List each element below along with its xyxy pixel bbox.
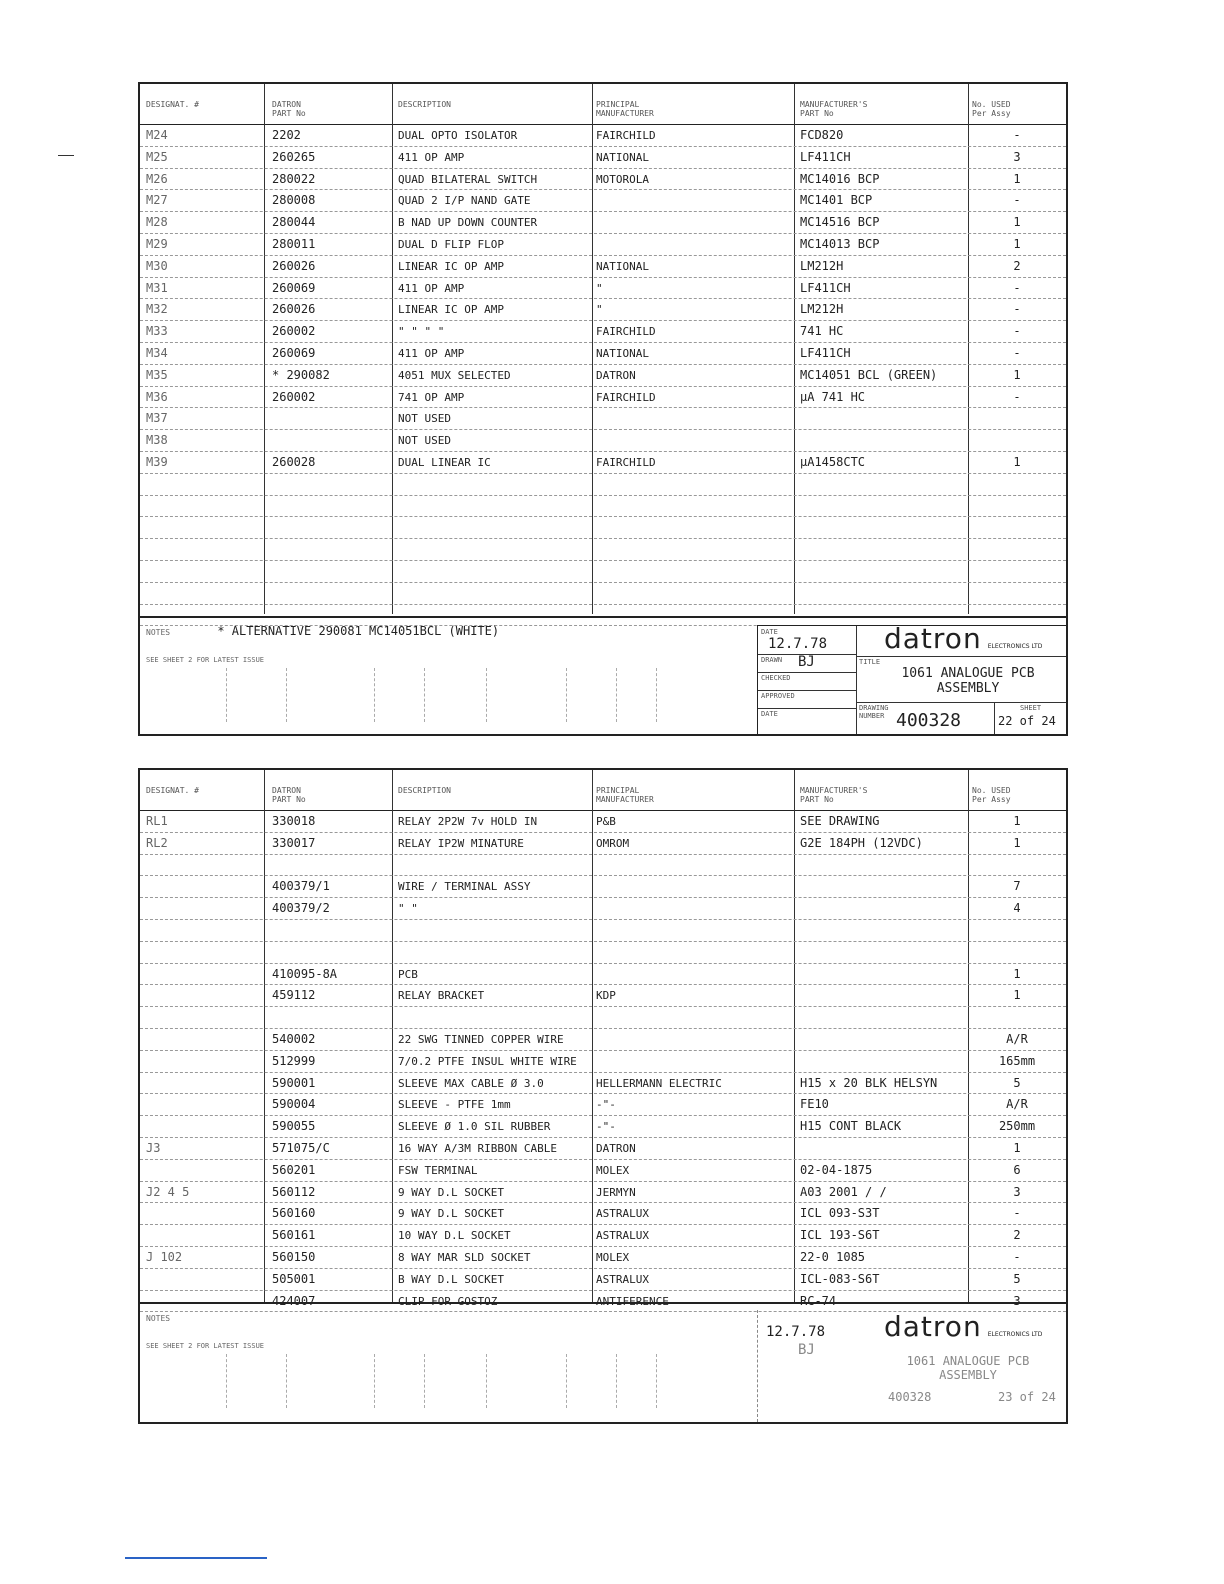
cell-description: NOT USED bbox=[398, 412, 451, 426]
cell-description: QUAD BILATERAL SWITCH bbox=[398, 172, 538, 186]
cell-manufacturer: HELLERMANN ELECTRIC bbox=[596, 1076, 722, 1090]
cell-mfr-part-number: SEE DRAWING bbox=[800, 814, 880, 828]
cell-designation: M30 bbox=[146, 258, 168, 273]
cell-manufacturer: FAIRCHILD bbox=[596, 325, 656, 339]
cell-quantity: 7 bbox=[1013, 879, 1021, 894]
cell-designation: J3 bbox=[146, 1140, 161, 1155]
cell-mfr-part-number: µA 741 HC bbox=[800, 389, 866, 404]
cell-description: RELAY IP2W MINATURE bbox=[398, 836, 524, 850]
cell-part-number: * 290082 bbox=[272, 367, 330, 382]
cell-quantity: 1 bbox=[1013, 1140, 1021, 1155]
cell-description: B NAD UP DOWN COUNTER bbox=[398, 216, 538, 230]
cell-mfr-part-number: G2E 184PH (12VDC) bbox=[800, 835, 923, 850]
col-description-header: DESCRIPTION bbox=[398, 786, 451, 795]
cell-mfr-part-number: ICL-083-S6T bbox=[800, 1271, 880, 1286]
cell-manufacturer: FAIRCHILD bbox=[596, 390, 656, 404]
cell-designation: M31 bbox=[146, 280, 168, 295]
cell-designation: M34 bbox=[146, 345, 168, 360]
cell-part-number: 260265 bbox=[272, 149, 316, 164]
cell-quantity: 1 bbox=[1013, 814, 1021, 828]
table-row bbox=[140, 517, 1066, 539]
table-row bbox=[140, 1029, 1066, 1051]
cell-mfr-part-number: LM212H bbox=[800, 302, 844, 317]
cell-description: " " bbox=[398, 902, 418, 916]
cell-mfr-part-number: RC-74 bbox=[800, 1293, 837, 1308]
cell-part-number: 330017 bbox=[272, 835, 316, 850]
cell-designation: M38 bbox=[146, 433, 168, 448]
cell-description: LINEAR IC OP AMP bbox=[398, 259, 504, 273]
cell-mfr-part-number: MC14016 BCP bbox=[800, 171, 880, 186]
cell-designation: M33 bbox=[146, 324, 168, 339]
table-row bbox=[140, 898, 1066, 920]
cell-mfr-part-number: MC1401 BCP bbox=[800, 193, 873, 208]
revision-grid bbox=[146, 668, 746, 722]
cell-quantity: 6 bbox=[1013, 1162, 1021, 1177]
cell-designation: M32 bbox=[146, 302, 168, 317]
table-row bbox=[140, 387, 1066, 409]
cell-part-number: 260028 bbox=[272, 454, 316, 469]
cell-quantity: 2 bbox=[1013, 258, 1021, 273]
cell-quantity: - bbox=[1013, 389, 1021, 404]
cell-part-number: 560112 bbox=[272, 1184, 316, 1199]
notes bbox=[146, 1310, 210, 1324]
cell-description: QUAD 2 I/P NAND GATE bbox=[398, 194, 531, 208]
cell-quantity: - bbox=[1013, 302, 1021, 317]
cell-description: 9 WAY D.L SOCKET bbox=[398, 1185, 504, 1199]
cell-manufacturer: OMROM bbox=[596, 836, 630, 850]
cell-quantity: 5 bbox=[1013, 1075, 1021, 1090]
cell-mfr-part-number: MC14051 BCL (GREEN) bbox=[800, 367, 938, 382]
drawing-number: 400328 bbox=[896, 710, 962, 731]
table-row bbox=[140, 964, 1066, 986]
cell-quantity: - bbox=[1013, 280, 1021, 295]
datron-logo bbox=[884, 1310, 1042, 1343]
col-mfr-part-header: MANUFACTURER'S PART No bbox=[800, 786, 868, 804]
table-row bbox=[140, 452, 1066, 474]
cell-description: 9 WAY D.L SOCKET bbox=[398, 1207, 504, 1221]
cell-description: DUAL OPTO ISOLATOR bbox=[398, 129, 518, 142]
cell-description: DUAL LINEAR IC bbox=[398, 455, 491, 469]
table-row bbox=[140, 1225, 1066, 1247]
cell-quantity: - bbox=[1013, 193, 1021, 208]
cell-description: SLEEVE MAX CABLE Ø 3.0 bbox=[398, 1076, 544, 1090]
cell-manufacturer: ASTRALUX bbox=[596, 1229, 649, 1243]
cell-designation: J 102 bbox=[146, 1249, 183, 1264]
cell-designation: M26 bbox=[146, 171, 168, 186]
date-label: DATE bbox=[761, 628, 778, 636]
cell-description: 8 WAY MAR SLD SOCKET bbox=[398, 1250, 531, 1264]
cell-quantity: 1 bbox=[1013, 988, 1021, 1003]
cell-manufacturer: -"- bbox=[596, 1098, 616, 1112]
table-row bbox=[140, 1094, 1066, 1116]
col-qty-header: No. USED Per Assy bbox=[972, 100, 1011, 118]
cell-quantity: 4 bbox=[1013, 901, 1021, 916]
table-row bbox=[140, 1051, 1066, 1073]
cell-quantity: - bbox=[1013, 345, 1021, 360]
cell-quantity: 2 bbox=[1013, 1228, 1021, 1243]
table-row bbox=[140, 430, 1066, 452]
table-row bbox=[140, 408, 1066, 430]
cell-quantity: - bbox=[1013, 128, 1021, 142]
cell-part-number: 260002 bbox=[272, 324, 316, 339]
col-manufacturer-header: PRINCIPAL MANUFACTURER bbox=[596, 100, 654, 118]
cell-mfr-part-number: A03 2001 / / bbox=[800, 1184, 887, 1199]
table-row bbox=[140, 299, 1066, 321]
cell-manufacturer: " bbox=[596, 281, 603, 295]
cell-part-number: 590055 bbox=[272, 1119, 316, 1134]
cell-quantity: 1 bbox=[1013, 171, 1021, 186]
cell-part-number: 590001 bbox=[272, 1075, 316, 1090]
table-row bbox=[140, 920, 1066, 942]
table-row bbox=[140, 125, 1066, 147]
cell-mfr-part-number: FE10 bbox=[800, 1097, 829, 1112]
cell-description: PCB bbox=[398, 967, 418, 981]
cell-part-number: 280008 bbox=[272, 193, 316, 208]
cell-part-number: 2202 bbox=[272, 128, 301, 142]
table-row bbox=[140, 496, 1066, 518]
cell-part-number: 590004 bbox=[272, 1097, 316, 1112]
logo-text: datron bbox=[884, 1310, 982, 1343]
logo-subtext: ELECTRONICS LTD bbox=[987, 1331, 1043, 1338]
cell-description: 7/0.2 PTFE INSUL WHITE WIRE bbox=[398, 1054, 577, 1068]
cell-description: 741 OP AMP bbox=[398, 390, 465, 404]
col-part-no-header: DATRON PART No bbox=[272, 786, 306, 804]
cell-designation: M25 bbox=[146, 149, 168, 164]
cell-designation: RL2 bbox=[146, 835, 168, 850]
cell-description: 16 WAY A/3M RIBBON CABLE bbox=[398, 1141, 557, 1155]
cell-designation: J2 4 5 bbox=[146, 1184, 190, 1199]
cell-quantity: - bbox=[1013, 1206, 1021, 1221]
cell-quantity: - bbox=[1013, 1249, 1021, 1264]
alternative-note: * ALTERNATIVE 290081 MC14051BCL (WHITE) bbox=[217, 624, 500, 638]
cell-designation: M37 bbox=[146, 411, 168, 426]
cell-part-number: 260002 bbox=[272, 389, 316, 404]
date2-label: DATE bbox=[761, 710, 778, 718]
cell-part-number: 424007 bbox=[272, 1293, 316, 1308]
table-row bbox=[140, 1247, 1066, 1269]
cell-part-number: 410095-8A bbox=[272, 966, 338, 981]
cell-description: LINEAR IC OP AMP bbox=[398, 303, 504, 317]
cell-manufacturer: NATIONAL bbox=[596, 259, 649, 273]
cell-mfr-part-number: MC14013 BCP bbox=[800, 236, 880, 251]
cell-mfr-part-number: H15 x 20 BLK HELSYN bbox=[800, 1075, 938, 1090]
drawn-by: BJ bbox=[798, 654, 815, 670]
cell-designation: M35 bbox=[146, 367, 168, 382]
title-block bbox=[757, 622, 1066, 734]
cell-part-number: 260069 bbox=[272, 280, 316, 295]
cell-description: DUAL D FLIP FLOP bbox=[398, 237, 504, 251]
drawing-title: 1061 ANALOGUE PCB ASSEMBLY bbox=[906, 1354, 1030, 1382]
parts-list-sheet-23 bbox=[138, 768, 1068, 1424]
table-row bbox=[140, 985, 1066, 1007]
cell-mfr-part-number: LF411CH bbox=[800, 280, 851, 295]
cell-manufacturer: DATRON bbox=[596, 1141, 636, 1155]
cell-part-number: 571075/C bbox=[272, 1140, 330, 1155]
cell-mfr-part-number: ICL 093-S3T bbox=[800, 1206, 880, 1221]
cell-description: B WAY D.L SOCKET bbox=[398, 1272, 504, 1286]
cell-quantity: 3 bbox=[1013, 149, 1021, 164]
page-underline bbox=[125, 1557, 267, 1559]
cell-part-number: 560160 bbox=[272, 1206, 316, 1221]
cell-mfr-part-number: LM212H bbox=[800, 258, 844, 273]
cell-mfr-part-number: FCD820 bbox=[800, 128, 844, 142]
cell-description: 411 OP AMP bbox=[398, 346, 465, 360]
cell-mfr-part-number: µA1458CTC bbox=[800, 454, 866, 469]
cell-manufacturer: -"- bbox=[596, 1120, 616, 1134]
cell-part-number: 280022 bbox=[272, 171, 316, 186]
cell-manufacturer: FAIRCHILD bbox=[596, 129, 656, 142]
drawing-number-label: DRAWING NUMBER bbox=[859, 704, 889, 720]
cell-manufacturer: MOTOROLA bbox=[596, 172, 649, 186]
col-part-no-header: DATRON PART No bbox=[272, 100, 306, 118]
table-row bbox=[140, 321, 1066, 343]
cell-description: WIRE / TERMINAL ASSY bbox=[398, 880, 531, 894]
cell-description: RELAY BRACKET bbox=[398, 989, 485, 1003]
cell-manufacturer: FAIRCHILD bbox=[596, 455, 656, 469]
table-row bbox=[140, 855, 1066, 877]
cell-description: FSW TERMINAL bbox=[398, 1163, 478, 1177]
col-designation-header: DESIGNAT. # bbox=[146, 100, 199, 109]
cell-quantity: 5 bbox=[1013, 1271, 1021, 1286]
cell-part-number: 540002 bbox=[272, 1031, 316, 1046]
table-row bbox=[140, 278, 1066, 300]
cell-part-number: 280044 bbox=[272, 215, 316, 230]
sheet-number: 22 of 24 bbox=[998, 714, 1056, 728]
cell-part-number: 280011 bbox=[272, 236, 316, 251]
table-header bbox=[140, 84, 1066, 125]
table-row bbox=[140, 474, 1066, 496]
title-block bbox=[757, 1310, 1066, 1422]
sheet-number: 23 of 24 bbox=[998, 1390, 1056, 1404]
table-row bbox=[140, 811, 1066, 833]
margin-mark bbox=[58, 155, 74, 156]
revision-grid bbox=[146, 1354, 746, 1408]
cell-designation: RL1 bbox=[146, 814, 168, 828]
cell-mfr-part-number: LF411CH bbox=[800, 345, 851, 360]
cell-manufacturer: MOLEX bbox=[596, 1163, 630, 1177]
cell-quantity: A/R bbox=[1006, 1097, 1028, 1112]
cell-description: 10 WAY D.L SOCKET bbox=[398, 1229, 511, 1243]
table-row bbox=[140, 942, 1066, 964]
cell-manufacturer: ANTIFERENCE bbox=[596, 1294, 669, 1308]
datron-logo bbox=[884, 622, 1042, 655]
notes-label: NOTES bbox=[146, 628, 171, 637]
cell-quantity: 1 bbox=[1013, 835, 1021, 850]
sheet-footer bbox=[140, 1302, 1066, 1422]
col-manufacturer-header: PRINCIPAL MANUFACTURER bbox=[596, 786, 654, 804]
cell-designation: M29 bbox=[146, 236, 168, 251]
cell-designation: M28 bbox=[146, 215, 168, 230]
cell-description: 411 OP AMP bbox=[398, 281, 465, 295]
cell-mfr-part-number: H15 CONT BLACK bbox=[800, 1119, 902, 1134]
cell-part-number: 512999 bbox=[272, 1053, 316, 1068]
cell-manufacturer: ASTRALUX bbox=[596, 1207, 649, 1221]
table-row bbox=[140, 190, 1066, 212]
approved-label: APPROVED bbox=[761, 692, 795, 700]
cell-part-number: 505001 bbox=[272, 1271, 316, 1286]
cell-manufacturer: NATIONAL bbox=[596, 346, 649, 360]
table-row bbox=[140, 561, 1066, 583]
parts-list-sheet-22 bbox=[138, 82, 1068, 736]
drawing-number: 400328 bbox=[888, 1390, 932, 1404]
cell-description: " " " " bbox=[398, 325, 445, 339]
cell-part-number: 459112 bbox=[272, 988, 316, 1003]
table-row bbox=[140, 343, 1066, 365]
cell-part-number: 560161 bbox=[272, 1228, 316, 1243]
table-row bbox=[140, 1182, 1066, 1204]
table-row bbox=[140, 1160, 1066, 1182]
see-sheet-note: SEE SHEET 2 FOR LATEST ISSUE bbox=[146, 656, 265, 664]
drawn-label: DRAWN bbox=[761, 656, 783, 664]
table-row bbox=[140, 876, 1066, 898]
table-header bbox=[140, 770, 1066, 811]
table-row bbox=[140, 539, 1066, 561]
table-row bbox=[140, 1138, 1066, 1160]
table-row bbox=[140, 256, 1066, 278]
table-row bbox=[140, 1203, 1066, 1225]
table-row bbox=[140, 234, 1066, 256]
logo-text: datron bbox=[884, 622, 982, 655]
cell-description: 4051 MUX SELECTED bbox=[398, 368, 511, 382]
logo-subtext: ELECTRONICS LTD bbox=[987, 643, 1043, 650]
table-row bbox=[140, 169, 1066, 191]
cell-quantity: 1 bbox=[1013, 236, 1021, 251]
table-row bbox=[140, 1116, 1066, 1138]
cell-description: SLEEVE Ø 1.0 SIL RUBBER bbox=[398, 1120, 551, 1134]
table-row bbox=[140, 147, 1066, 169]
table-row bbox=[140, 833, 1066, 855]
cell-manufacturer: ASTRALUX bbox=[596, 1272, 649, 1286]
table-row bbox=[140, 1007, 1066, 1029]
cell-mfr-part-number: ICL 193-S6T bbox=[800, 1228, 880, 1243]
cell-designation: M27 bbox=[146, 193, 168, 208]
cell-manufacturer: KDP bbox=[596, 989, 616, 1003]
table-row bbox=[140, 583, 1066, 605]
cell-manufacturer: JERMYN bbox=[596, 1185, 636, 1199]
col-designation-header: DESIGNAT. # bbox=[146, 786, 199, 795]
cell-part-number: 400379/1 bbox=[272, 879, 330, 894]
cell-part-number: 330018 bbox=[272, 814, 316, 828]
cell-part-number: 260026 bbox=[272, 258, 316, 273]
drawing-date: 12.7.78 bbox=[768, 636, 828, 652]
cell-manufacturer: MOLEX bbox=[596, 1250, 630, 1264]
cell-mfr-part-number: LF411CH bbox=[800, 149, 851, 164]
cell-manufacturer: DATRON bbox=[596, 368, 636, 382]
cell-part-number: 560150 bbox=[272, 1249, 316, 1264]
cell-designation: M36 bbox=[146, 389, 168, 404]
table-row bbox=[140, 365, 1066, 387]
title-label: TITLE bbox=[859, 658, 881, 666]
cell-part-number: 560201 bbox=[272, 1162, 316, 1177]
notes-label: NOTES bbox=[146, 1314, 171, 1323]
cell-part-number: 260069 bbox=[272, 345, 316, 360]
notes bbox=[146, 624, 499, 638]
cell-quantity: 165mm bbox=[998, 1053, 1036, 1068]
cell-designation: M24 bbox=[146, 128, 168, 142]
cell-mfr-part-number: 02-04-1875 bbox=[800, 1162, 873, 1177]
drawing-date: 12.7.78 bbox=[766, 1324, 826, 1340]
cell-designation: M39 bbox=[146, 454, 168, 469]
cell-quantity: 250mm bbox=[998, 1119, 1036, 1134]
table-row bbox=[140, 1073, 1066, 1095]
cell-quantity: A/R bbox=[1006, 1031, 1028, 1046]
cell-mfr-part-number: 22-0 1085 bbox=[800, 1249, 866, 1264]
cell-quantity: 3 bbox=[1013, 1293, 1021, 1308]
cell-quantity: 1 bbox=[1013, 454, 1021, 469]
cell-quantity: 3 bbox=[1013, 1184, 1021, 1199]
cell-part-number: 260026 bbox=[272, 302, 316, 317]
cell-manufacturer: " bbox=[596, 303, 603, 317]
cell-description: 22 SWG TINNED COPPER WIRE bbox=[398, 1032, 564, 1046]
table-row bbox=[140, 1269, 1066, 1291]
col-mfr-part-header: MANUFACTURER'S PART No bbox=[800, 100, 868, 118]
cell-quantity: 1 bbox=[1013, 215, 1021, 230]
cell-description: NOT USED bbox=[398, 434, 451, 448]
col-qty-header: No. USED Per Assy bbox=[972, 786, 1011, 804]
sheet-footer bbox=[140, 616, 1066, 734]
cell-description: 411 OP AMP bbox=[398, 150, 465, 164]
cell-quantity: 1 bbox=[1013, 367, 1021, 382]
cell-quantity: - bbox=[1013, 324, 1021, 339]
drawing-title: 1061 ANALOGUE PCB ASSEMBLY bbox=[901, 666, 1035, 696]
cell-description: CLIP FOR GOSTOZ bbox=[398, 1294, 498, 1308]
parts-table bbox=[140, 125, 1066, 626]
parts-table bbox=[140, 811, 1066, 1312]
cell-part-number: 400379/2 bbox=[272, 901, 330, 916]
cell-mfr-part-number: MC14516 BCP bbox=[800, 215, 880, 230]
table-row bbox=[140, 212, 1066, 234]
drawn-by: BJ bbox=[798, 1342, 815, 1358]
see-sheet-note: SEE SHEET 2 FOR LATEST ISSUE bbox=[146, 1342, 265, 1350]
cell-mfr-part-number: 741 HC bbox=[800, 324, 844, 339]
checked-label: CHECKED bbox=[761, 674, 791, 682]
cell-description: RELAY 2P2W 7v HOLD IN bbox=[398, 815, 538, 828]
cell-quantity: 1 bbox=[1013, 966, 1021, 981]
cell-description: SLEEVE - PTFE 1mm bbox=[398, 1098, 511, 1112]
cell-manufacturer: NATIONAL bbox=[596, 150, 649, 164]
sheet-label: SHEET bbox=[1020, 704, 1042, 712]
cell-manufacturer: P&B bbox=[596, 815, 616, 828]
col-description-header: DESCRIPTION bbox=[398, 100, 451, 109]
